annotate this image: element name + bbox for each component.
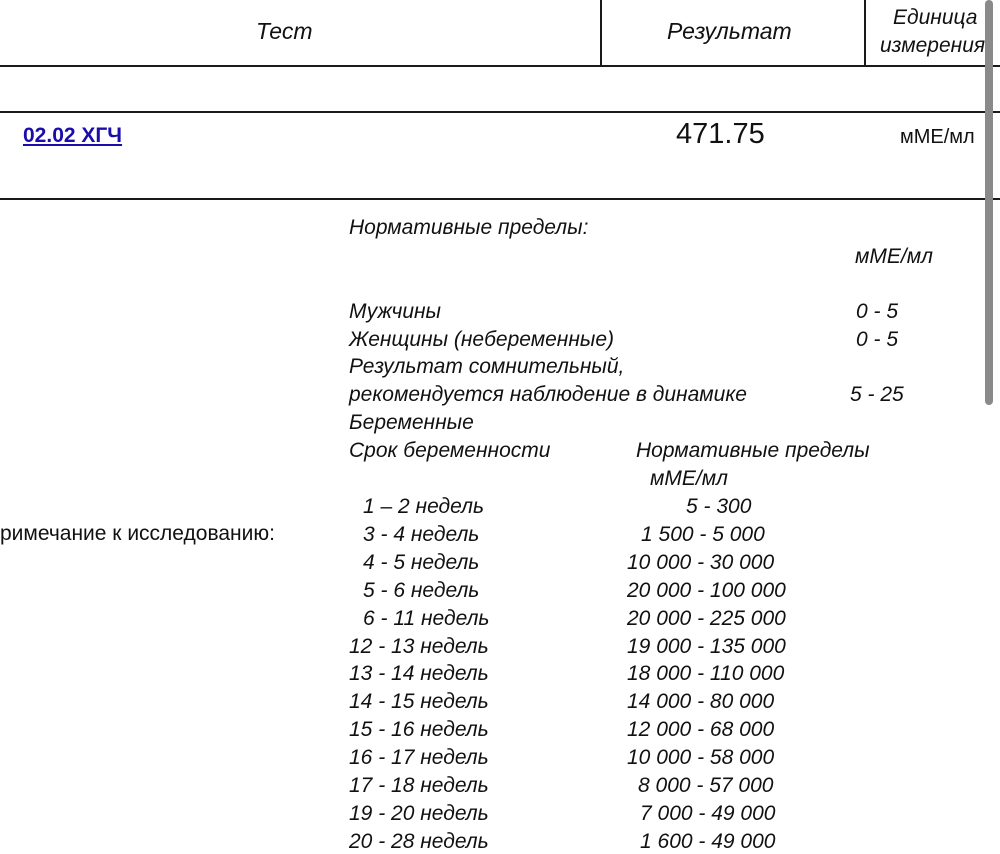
- pregnancy-range: 18 000 - 110 000: [627, 662, 785, 685]
- pregnancy-term: 16 - 17 недель: [349, 746, 489, 769]
- pregnancy-range: 1 500 - 5 000: [641, 523, 765, 546]
- divider: [0, 198, 1000, 200]
- women-label: Женщины (небеременные): [349, 328, 615, 351]
- men-label: Мужчины: [349, 300, 442, 323]
- pregnancy-term: 17 - 18 недель: [349, 774, 489, 797]
- pregnancy-range: 7 000 - 49 000: [640, 802, 776, 825]
- pregnancy-range: 10 000 - 58 000: [627, 746, 775, 769]
- pregnancy-range: 8 000 - 57 000: [638, 774, 774, 797]
- doubtful-line2: рекомендуется наблюдение в динамике: [349, 383, 747, 406]
- pregnancy-term: 13 - 14 недель: [349, 662, 489, 685]
- term-column-header: Срок беременности: [349, 439, 551, 462]
- norm-column-header: Нормативные пределы: [636, 439, 870, 462]
- pregnancy-term: 20 - 28 недель: [349, 830, 489, 853]
- divider: [0, 65, 1000, 67]
- pregnancy-term: 4 - 5 недель: [363, 551, 480, 574]
- reference-unit: мМЕ/мл: [855, 245, 933, 268]
- header-unit-line1: Единица: [893, 6, 978, 29]
- reference-title: Нормативные пределы:: [349, 216, 589, 239]
- men-value: 0 - 5: [856, 300, 899, 323]
- pregnancy-range: 20 000 - 100 000: [627, 579, 786, 602]
- women-value: 0 - 5: [856, 328, 899, 351]
- pregnancy-range: 10 000 - 30 000: [627, 551, 775, 574]
- pregnancy-term: 14 - 15 недель: [349, 690, 489, 713]
- pregnancy-term: 1 – 2 недель: [363, 495, 485, 518]
- pregnancy-range: 14 000 - 80 000: [627, 690, 775, 713]
- pregnancy-range: 12 000 - 68 000: [627, 718, 775, 741]
- pregnancy-range: 5 - 300: [686, 495, 752, 518]
- scrollbar[interactable]: [985, 0, 993, 405]
- header-unit-line2: измерения: [880, 34, 986, 57]
- pregnancy-term: 15 - 16 недель: [349, 718, 489, 741]
- doubtful-line1: Результат сомнительный,: [349, 355, 625, 378]
- pregnancy-range: 19 000 - 135 000: [627, 635, 786, 658]
- pregnancy-term: 3 - 4 недель: [363, 523, 480, 546]
- pregnant-label: Беременные: [349, 411, 474, 434]
- pregnancy-term: 6 - 11 недель: [363, 607, 490, 630]
- header-test: Тест: [256, 18, 313, 44]
- pregnancy-term: 12 - 13 недель: [349, 635, 489, 658]
- divider: [0, 111, 1000, 113]
- test-name-link[interactable]: 02.02 ХГЧ: [23, 124, 123, 147]
- header-result: Результат: [667, 18, 792, 44]
- pregnancy-term: 19 - 20 недель: [349, 802, 489, 825]
- result-unit: мМЕ/мл: [900, 126, 975, 148]
- pregnancy-term: 5 - 6 недель: [363, 579, 480, 602]
- doubtful-value: 5 - 25: [850, 383, 904, 406]
- result-value: 471.75: [676, 118, 765, 150]
- header-divider: [600, 0, 602, 66]
- header-divider: [864, 0, 866, 66]
- note-label: римечание к исследованию:: [0, 522, 275, 545]
- pregnancy-range: 1 600 - 49 000: [640, 830, 776, 853]
- pregnancy-range: 20 000 - 225 000: [627, 607, 786, 630]
- norm-column-unit: мМЕ/мл: [650, 467, 728, 490]
